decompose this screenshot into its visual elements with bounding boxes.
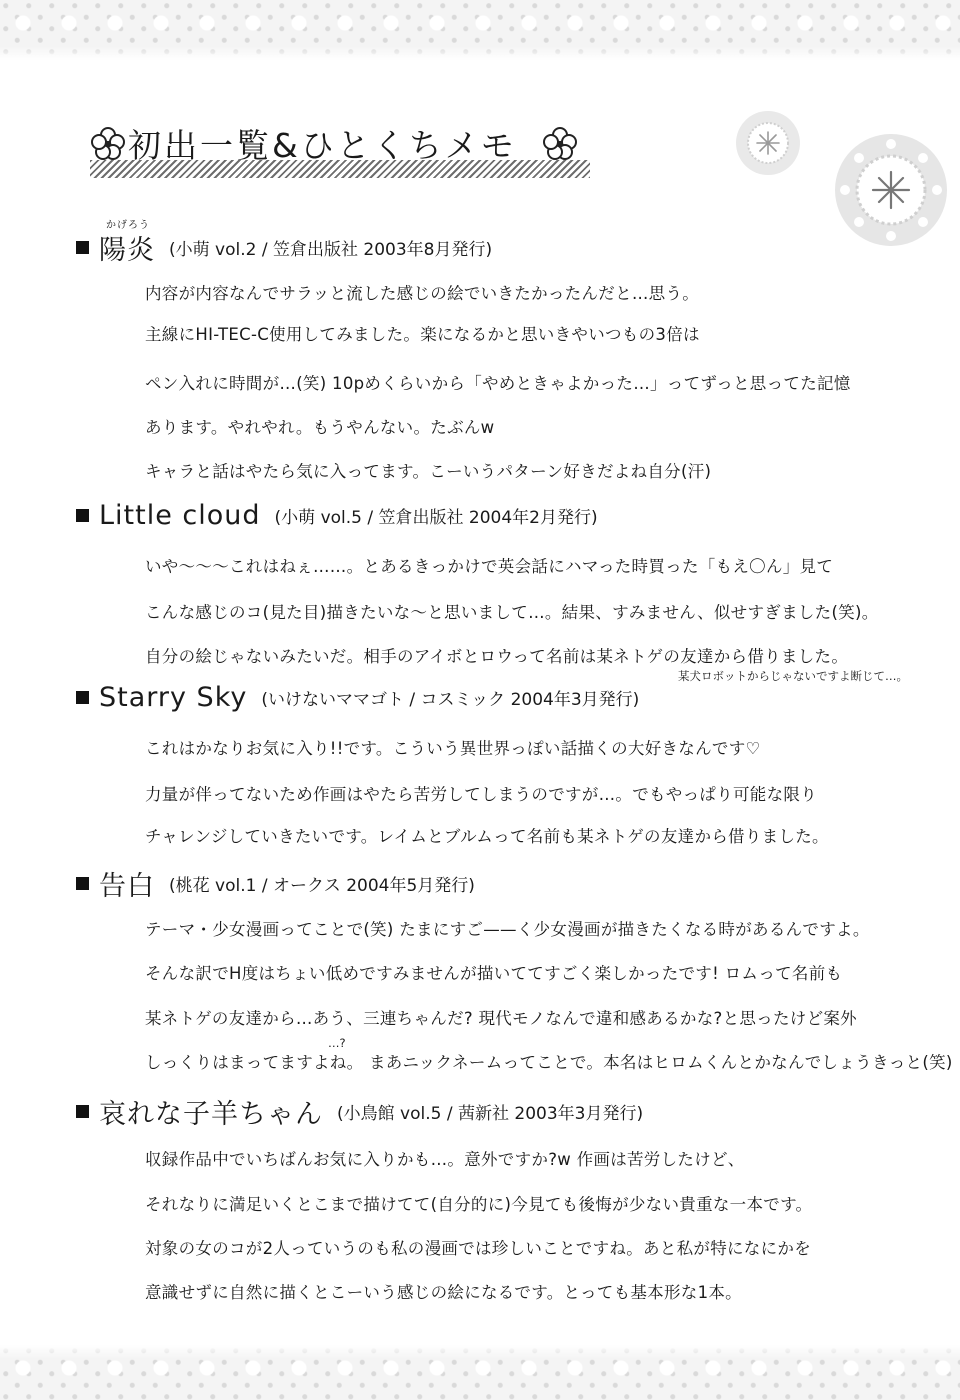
section-title: 陽炎 bbox=[99, 235, 155, 266]
square-bullet-icon bbox=[76, 877, 89, 890]
memo-line: あります。やれやれ。もうやんない。たぶんw bbox=[145, 418, 495, 437]
memo-line: これはかなりお気に入り!!です。こういう異世界っぽい話描くの大好きなんです♡ bbox=[145, 739, 761, 758]
lace-border-top bbox=[0, 0, 960, 60]
section-heading bbox=[76, 682, 639, 713]
section-title: Little cloud bbox=[99, 500, 261, 531]
page-title: 初出一覧&ひとくちメモ bbox=[128, 126, 517, 165]
section-title: 告白 bbox=[99, 871, 155, 902]
memo-line: 力量が伴ってないため作画はやたら苦労してしまうのですが…。でもやっぱり可能な限り bbox=[145, 785, 817, 804]
memo-line: 自分の絵じゃないみたいだ。相手のアイボとロウって名前は某ネトゲの友達から借りました。 bbox=[145, 647, 849, 666]
memo-line: しっくりはまってますよね。 まあニックネームってことで。本名はヒロムくんとかなんでしょうきっと(笑) bbox=[145, 1053, 953, 1072]
section-heading bbox=[76, 500, 598, 531]
square-bullet-icon bbox=[76, 691, 89, 704]
memo-line: 主線にHI-TEC-C使用してみました。楽になるかと思いきやいつもの3倍は bbox=[145, 325, 700, 344]
square-bullet-icon bbox=[76, 1105, 89, 1118]
memo-line: 内容が内容なんでサラッと流した感じの絵でいきたかったんだと…思う。 bbox=[145, 284, 700, 303]
lace-border-bottom bbox=[0, 1345, 960, 1400]
flower-left-icon bbox=[90, 126, 126, 162]
memo-line: ペン入れに時間が…(笑) 10pめくらいから「やめときゃよかった…」ってずっと思ってた記憶 bbox=[145, 374, 851, 393]
memo-line: こんな感じのコ(見た目)描きたいな〜と思いまして…。結果、すみません、似せすぎました(笑)。 bbox=[145, 603, 879, 622]
memo-line: テーマ・少女漫画ってことで(笑) たまにすご——く少女漫画が描きたくなる時があるんですよ。 bbox=[145, 920, 870, 939]
memo-line: そんな訳でH度はちょい低めですみませんが描いててすごく楽しかったです! ロムって名前も bbox=[145, 964, 843, 983]
publication-info: (いけないママゴト / コスミック 2004年3月発行) bbox=[261, 690, 640, 710]
memo-line: 意識せずに自然に描くとこーいう感じの絵になるです。とっても基本形な1本。 bbox=[145, 1283, 742, 1302]
publication-info: (小萌 vol.2 / 笠倉出版社 2003年8月発行) bbox=[169, 240, 493, 260]
memo-line: 対象の女のコが2人っていうのも私の漫画では珍しいことですね。あと私が特になにかを bbox=[145, 1239, 811, 1258]
doily-small-icon bbox=[735, 110, 801, 176]
page-title-block bbox=[90, 112, 690, 182]
section-title: 哀れな子羊ちゃん bbox=[99, 1099, 323, 1130]
memo-line: キャラと話はやたら気に入ってます。こーいうパターン好きだよね自分(汗) bbox=[145, 462, 712, 481]
margin-note: …? bbox=[328, 1036, 346, 1050]
square-bullet-icon bbox=[76, 509, 89, 522]
memo-line: チャレンジしていきたいです。レイムとブルムって名前も某ネトゲの友達から借りました。 bbox=[145, 827, 829, 846]
memo-line: 収録作品中でいちばんお気に入りかも…。意外ですか?w 作画は苦労したけど、 bbox=[145, 1150, 745, 1169]
flower-right-icon bbox=[542, 126, 578, 162]
section-heading bbox=[76, 1092, 643, 1131]
section-heading bbox=[76, 864, 475, 903]
doily-large-icon bbox=[833, 132, 949, 248]
publication-info: (小鳥館 vol.5 / 茜新社 2003年3月発行) bbox=[337, 1104, 644, 1124]
memo-line: 某ネトゲの友達から…あう、三連ちゃんだ? 現代モノなんで違和感あるかな?と思ったけど案外 bbox=[145, 1009, 857, 1028]
furigana: かげろう bbox=[106, 220, 150, 231]
memo-line: いや〜〜〜これはねぇ……。とあるきっかけで英会話にハマった時買った「もえ〇ん」見て bbox=[145, 557, 834, 576]
publication-info: (小萌 vol.5 / 笠倉出版社 2004年2月発行) bbox=[274, 508, 598, 528]
memo-line: それなりに満足いくとこまで描けてて(自分的に)今見ても後悔が少ない貴重な一本です。 bbox=[145, 1195, 813, 1214]
publication-info: (桃花 vol.1 / オークス 2004年5月発行) bbox=[169, 876, 475, 896]
margin-note: 某犬ロボットからじゃないですよ断じて…。 bbox=[678, 669, 908, 683]
section-heading bbox=[76, 228, 492, 267]
square-bullet-icon bbox=[76, 241, 89, 254]
section-title: Starry Sky bbox=[99, 682, 248, 713]
